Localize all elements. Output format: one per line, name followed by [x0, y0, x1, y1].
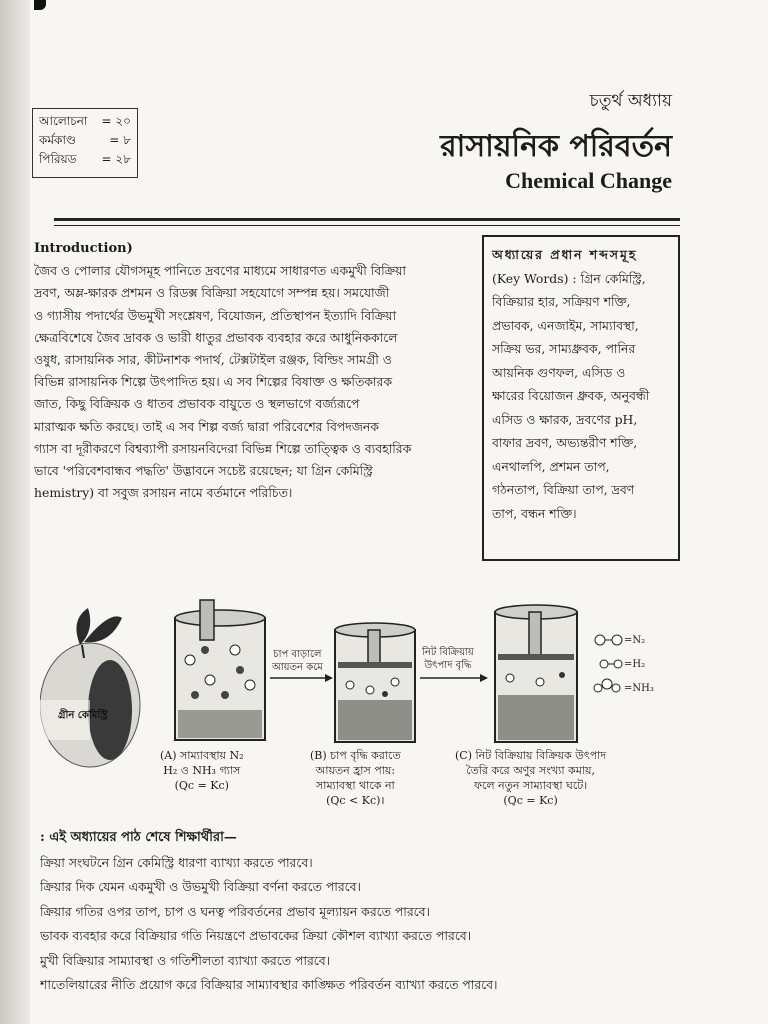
keywords-line: এসিড ও ক্ষারক, দ্রবণের pH,	[492, 411, 638, 427]
keywords-line: ক্ষারের বিয়োজন ধ্রুবক, অনুবন্ধী	[492, 388, 650, 403]
keywords-line: প্রভাবক, এনজাইম, সাম্যাবস্থা,	[492, 317, 639, 333]
intro-line: ওষুধ, রাসায়নিক সার, কীটনাশক পদার্থ, টেক্সটাইল রঞ্জক, বিল্ডিং সামগ্রী ও	[34, 352, 392, 368]
chapter-number: চতুর্থ অধ্যায়	[589, 91, 672, 111]
objective-item: মুখী বিক্রিয়ার সাম্যাবস্থা ও গতিশীলতা ব্যাখ্যা করতে পারবে।	[40, 952, 331, 968]
intro-line: বিভিন্ন রাসায়নিক শিল্পে উৎপাদিত হয়। এ সব শিল্পের বিষাক্ত ও ক্ষতিকারক	[34, 374, 393, 390]
container-b-icon	[335, 623, 415, 742]
intro-section	[34, 238, 476, 504]
intro-line: ক্ষেত্রবিশেষে জৈব দ্রাবক ও ভারী ধাতুর প্রভাবক ব্যবহার করে আধুনিককালে	[34, 329, 398, 345]
chapter-title: রাসায়নিক পরিবর্তন	[440, 129, 672, 164]
molecule-legend: =N₂ =H₂ =NH₃	[624, 635, 654, 694]
keywords-box	[482, 235, 680, 561]
intro-line: গ্যাস বা দূরীকরণে বিশ্বব্যাপী রসায়নবিদেরা বিভিন্ন শিল্পে তাত্ত্বিক ও ব্যবহারিক	[34, 440, 412, 456]
objective-item: ক্রিয়া সংঘটনে গ্রিন কেমিস্ট্রি ধারণা ব্যাখ্যা করতে পারবে।	[40, 854, 313, 870]
intro-line: ভাবে 'পরিবেশবান্ধব পদ্ধতি' উদ্ভাবনে সচেষ্ট রয়েছেন; যা গ্রিন কেমিস্ট্রি	[34, 463, 373, 479]
intro-line: জৈব ও পোলার যৌগসমূহ পানিতে দ্রবণের মাধ্যমে সাধারণত একমুখী বিক্রিয়া	[34, 263, 406, 279]
green-chemistry-logo-icon	[40, 608, 140, 767]
keywords-line: আয়নিক গুণফল, এসিড ও	[492, 364, 626, 380]
intro-line: জাত, কিছু বিক্রিয়ক ও ধাতব প্রভাবক বায়ুতে ও স্থলভাগে বর্জ্যরূপে	[34, 396, 360, 412]
keywords-line: বিক্রিয়ার হার, সক্রিয়ণ শক্তি,	[492, 294, 631, 309]
page-binding-shadow	[0, 0, 30, 1024]
keywords-line: সক্রিয় ভর, সাম্যধ্রুবক, পানির	[492, 341, 636, 356]
caption-c: (C) নিট বিক্রিয়ায় বিক্রিয়ক উৎপাদ তৈরি করে অণুর সংখ্যা কমায়, ফলে নতুন সাম্যাবস্থা ঘটে। (Qc = Kc)	[455, 749, 607, 807]
intro-line: মারাত্মক ক্ষতি করছে। তাই এ সব শিল্প বর্জ্য দ্বারা পরিবেশের বিপদজনক	[34, 418, 379, 434]
keywords-line: (Key Words) : গ্রিন কেমিস্ট্রি,	[492, 270, 646, 286]
arrow-2-label: নিট বিক্রিয়ায় উৎপাদ বৃদ্ধি	[422, 647, 474, 671]
intro-line: ও গ্যাসীয় পদার্থের উভমুখী সংশ্লেষণ, বিযোজন, প্রতিস্থাপন ইত্যাদি বিক্রিয়া	[34, 307, 397, 323]
intro-line: hemistry) বা সবুজ রসায়ন নামে বর্তমানে পরিচিত।	[34, 485, 293, 501]
legend-n2-icon	[595, 635, 622, 645]
arrow-1-label: চাপ বাড়ালে আয়তন কমে	[272, 649, 323, 673]
learning-objectives	[40, 826, 680, 998]
objective-item: ক্রিয়ার দিক যেমন একমুখী ও উভমুখী বিক্রিয়া বর্ণনা করতে পারবে।	[40, 879, 361, 894]
header-rule	[54, 218, 680, 221]
chapter-stats-box	[32, 108, 138, 178]
stat-row-discussion: আলোচনা = ২০	[39, 114, 131, 128]
keywords-line: গঠনতাপ, বিক্রিয়া তাপ, দ্রবণ	[492, 482, 635, 497]
legend-h2-icon	[600, 660, 622, 668]
logo-text: গ্রীন কেমিস্ট্রি	[58, 710, 108, 721]
stat-row-period: পিরিয়ড = ২৮	[39, 152, 131, 166]
objectives-heading: : এই অধ্যায়ের পাঠ শেষে শিক্ষার্থীরা—	[40, 830, 237, 845]
intro-line: দ্রবণ, অম্ল-ক্ষারক প্রশমন ও রিডক্স বিক্রিয়া সহযোগে সম্পন্ন হয়। সমযোজী	[34, 285, 390, 301]
container-a-icon	[175, 600, 265, 740]
caption-a: (A) সাম্যাবস্থায় N₂ H₂ ও NH₃ গ্যাস (Qc = Kc)	[160, 749, 244, 792]
keywords-line: এনথালপি, প্রশমন তাপ,	[492, 458, 610, 474]
objective-item: ক্রিয়ার গতির ওপর তাপ, চাপ ও ঘনত্ব পরিবর্তনের প্রভাব মূল্যায়ন করতে পারবে।	[40, 903, 430, 919]
chapter-subtitle: Chemical Change	[505, 168, 672, 193]
intro-heading: Introduction)	[34, 241, 133, 256]
container-c-icon	[495, 605, 577, 742]
keywords-line: তাপ, বন্ধন শক্তি।	[492, 505, 577, 521]
objective-item: ভাবক ব্যবহার করে বিক্রিয়ার গতি নিয়ন্ত্রণে প্রভাবকের ক্রিয়া কৌশল ব্যাখ্যা করতে পারবে।	[40, 928, 472, 943]
stat-row-activity: কর্মকাণ্ড = ৮	[39, 133, 131, 147]
header-rule-thin	[54, 225, 680, 226]
legend-nh3-icon	[594, 679, 620, 692]
keywords-line: বাফার দ্রবণ, অভ্যন্তরীণ শক্তি,	[492, 435, 638, 450]
caption-b: (B) চাপ বৃদ্ধি করাতে আয়তন হ্রাস পায়: সাম্যাবস্থা থাকে না (Qc < Kc)।	[310, 749, 401, 807]
equilibrium-figure	[40, 590, 690, 820]
objective-item: শাতেলিয়ারের নীতি প্রয়োগ করে বিক্রিয়ার সাম্যাবস্থার কাঙ্ক্ষিত পরিবর্তন ব্যাখ্যা করতে পারবে।	[40, 977, 498, 992]
keywords-title: অধ্যায়ের প্রধান শব্দসমূহ	[492, 247, 638, 262]
